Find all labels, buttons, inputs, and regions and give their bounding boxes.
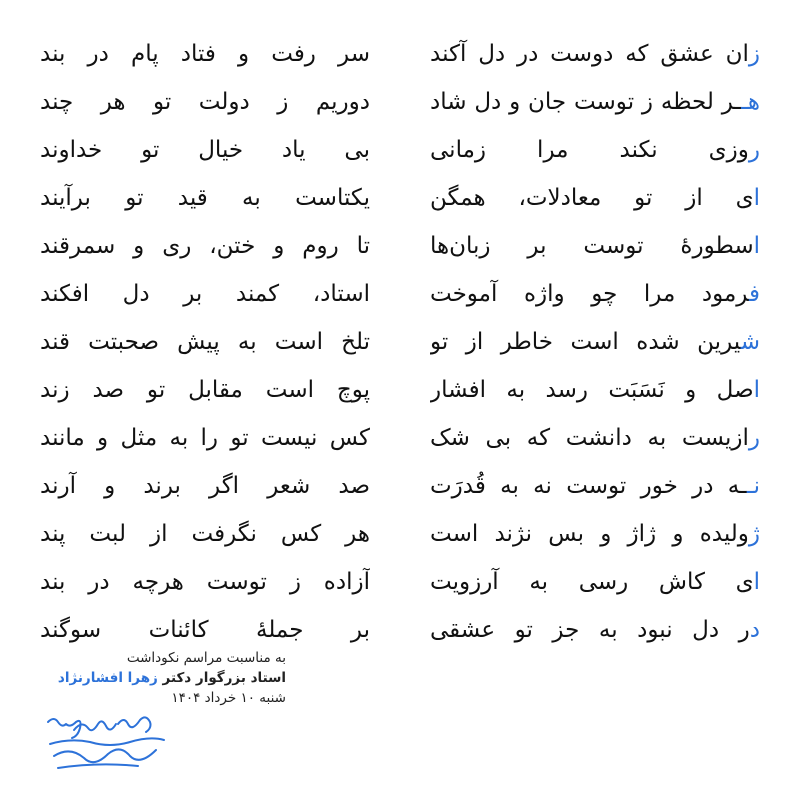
couplet [40,270,760,318]
dedication [46,648,286,708]
signature-drawing [44,710,174,780]
hemistich-text: ر دل نبود به جز تو عشقی [430,617,750,643]
couplet [40,126,760,174]
author-signature [44,710,174,780]
acrostic-letter: ا [753,185,760,211]
couplet [40,30,760,78]
first-hemistich [430,318,760,366]
hemistich-text: ـر لحظه ز توست جان و دل شاد [430,89,742,115]
first-hemistich [430,366,760,414]
couplet [40,78,760,126]
acrostic-letter: ر [748,425,760,451]
acrostic-letter: ز [748,41,760,67]
first-hemistich [430,558,760,606]
couplet [40,366,760,414]
hemistich-text: ازیست به دانشت که بی شک [430,425,749,451]
dedication-title: استاد بزرگوار دکتر [162,670,286,686]
second-hemistich: بی یاد خیال تو خداوند [40,137,370,163]
dedication-honoree-line [46,668,286,688]
hemistich-text: رمود مرا چو واژه آموخت [430,281,749,307]
hemistich-text: ی از تو معادلات، همگن [430,185,754,211]
hemistich-text: سطورهٔ توست بر زبان‌ها [430,233,754,259]
first-hemistich [430,606,760,654]
second-hemistich: استاد، کمند بر دل افکند [40,281,370,307]
first-hemistich [430,78,760,126]
couplet [40,606,760,654]
couplet [40,174,760,222]
hemistich-text: ان عشق که دوست در دل آکند [430,41,749,67]
hemistich-text: ی کاش رسی به آرزویت [430,569,754,595]
second-hemistich: تا روم و ختن، ری و سمرقند [40,233,370,259]
acrostic-letter: ف [749,281,760,307]
acrostic-letter: نـ [746,473,760,499]
second-hemistich: صد شعر اگر برند و آرند [40,473,370,499]
second-hemistich: کس نیست تو را به مثل و مانند [40,425,370,451]
hemistich-text: صل و نَسَبَت رسد به افشار [430,377,754,403]
acrostic-letter: ش [740,329,760,355]
acrostic-letter: ر [748,137,760,163]
hemistich-text: وزی نکند مرا زمانی [430,137,749,163]
second-hemistich: تلخ است به پیش صحبتت قند [40,329,370,355]
second-hemistich: یکتاست به قید تو برآیند [40,185,370,211]
hemistich-text: ولیده و ژاژ و بس نژند است [430,521,749,547]
couplet [40,558,760,606]
couplet [40,462,760,510]
dedication-occasion: به مناسبت مراسم نکوداشت [126,650,286,666]
couplet [40,222,760,270]
acrostic-letter: ا [753,377,760,403]
first-hemistich [430,126,760,174]
first-hemistich [430,510,760,558]
acrostic-letter: هـ [741,89,760,115]
second-hemistich: دوریم ز دولت تو هر چند [40,89,370,115]
second-hemistich: هر کس نگرفت از لبت پند [40,521,370,547]
first-hemistich [430,30,760,78]
poem [40,30,760,643]
second-hemistich: بر جملهٔ کائنات سوگند [40,617,370,643]
couplet [40,414,760,462]
couplet [40,510,760,558]
second-hemistich: پوچ است مقابل تو صد زند [40,377,370,403]
second-hemistich: سر رفت و فتاد پام در بند [40,41,370,67]
acrostic-letter: ژ [748,521,760,547]
dedication-date: شنبه ۱۰ خرداد ۱۴۰۴ [171,690,286,706]
acrostic-letter: ا [753,569,760,595]
first-hemistich [430,174,760,222]
acrostic-letter: ا [753,233,760,259]
first-hemistich [430,414,760,462]
couplet [40,318,760,366]
acrostic-letter: د [749,617,760,643]
first-hemistich [430,270,760,318]
hemistich-text: ـه در خور توست نه به قُدرَت [430,473,747,499]
second-hemistich: آزاده ز توست هرچه در بند [40,569,370,595]
first-hemistich [430,462,760,510]
hemistich-text: یرین شده است خاطر از تو [430,329,741,355]
first-hemistich [430,222,760,270]
dedication-honoree-name: زهرا افشارنژاد [57,670,158,686]
